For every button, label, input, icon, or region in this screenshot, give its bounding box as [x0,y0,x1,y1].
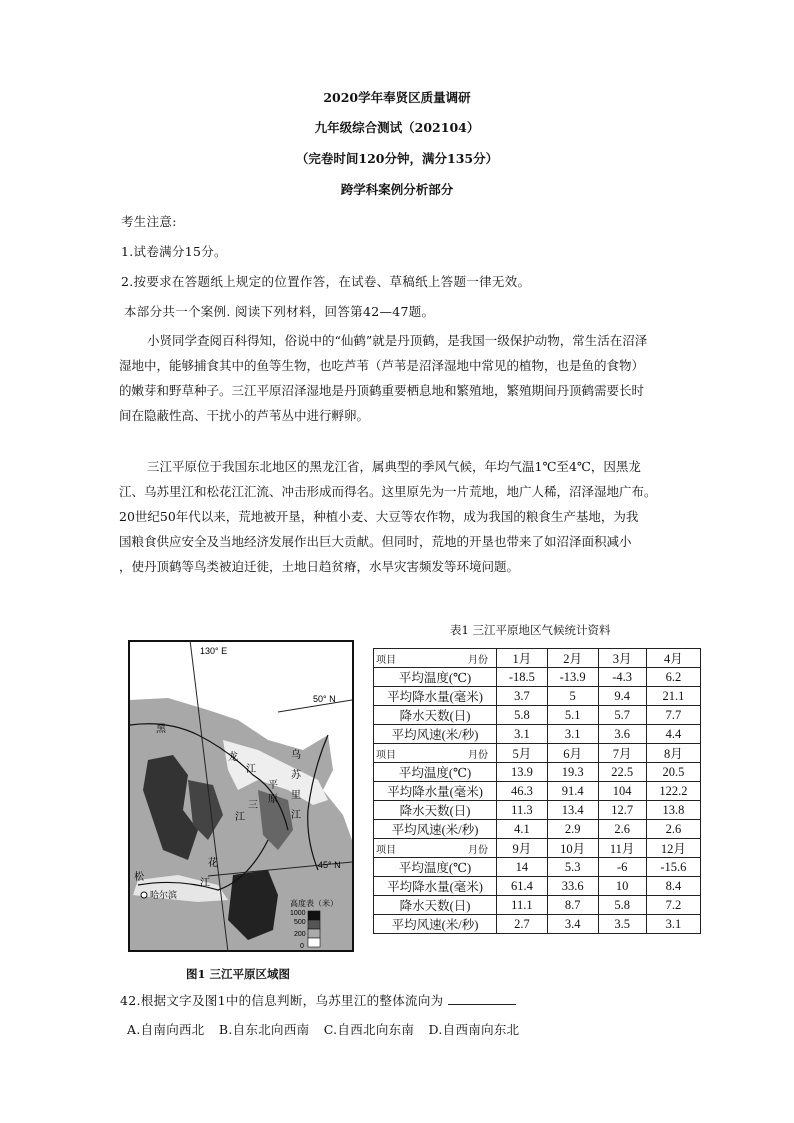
notice-item-2: 2.按要求在答题纸上规定的位置作答，在试卷、草稿纸上答题一律无效。 [121,274,531,289]
table-row [374,858,701,877]
paragraph-line: ，使丹顶鹤等鸟类被迫迁徙，土地日趋贫瘠，水旱灾害频发等环境问题。 [119,559,520,574]
option-c[interactable]: C.自西北向东南 [323,1022,415,1037]
value-cell: -6 [598,858,646,877]
value-cell: 5.1 [547,706,598,725]
value-cell: 21.1 [646,687,700,706]
value-cell: 5.7 [598,706,646,725]
header-corner-cell [374,744,497,763]
paragraph-line: 小贤同学查阅百科得知，俗说中的“仙鹤”就是丹顶鹤，是我国一级保护动物，常生活在沼泽 [147,333,648,348]
value-cell: 4.4 [646,725,700,744]
paragraph-line: 的嫩芽和野草种子。三江平原沼泽湿地是丹顶鹤重要栖息地和繁殖地，繁殖期间丹顶鹤需要长时 [119,383,645,398]
value-cell: 104 [598,782,646,801]
value-cell: 4.1 [497,820,548,839]
question-options [127,1020,529,1038]
value-cell: -13.9 [547,668,598,687]
value-cell: 3.6 [598,725,646,744]
map-label: 松 [134,872,144,883]
row-label-cell: 平均温度(℃) [374,668,497,687]
month-header-cell: 7月 [598,744,646,763]
table-row [374,896,701,915]
table-header-row [374,839,701,858]
table-row [374,725,701,744]
month-header-cell: 5月 [497,744,548,763]
map-label: 江 [235,812,245,823]
map-label: 黑 [156,724,166,735]
section-title: 跨学科案例分析部分 [340,182,454,197]
exam-subtitle: 九年级综合测试（202104） [314,120,480,135]
option-d[interactable]: D.自西南向东北 [428,1022,520,1037]
value-cell: -18.5 [497,668,548,687]
value-cell: 19.3 [547,763,598,782]
row-label-cell: 平均风速(米/秒) [374,820,497,839]
value-cell: 46.3 [497,782,548,801]
month-label: 月份 [468,844,488,856]
table-row [374,877,701,896]
value-cell: 2.7 [497,915,548,934]
value-cell: -15.6 [646,858,700,877]
exam-title: 2020学年奉贤区质量调研 [323,90,471,105]
city-marker-icon [141,892,147,898]
map-label: 花 [208,858,218,869]
value-cell: 5.8 [598,896,646,915]
month-header-cell: 12月 [646,839,700,858]
value-cell: 5 [547,687,598,706]
table-header-row [374,744,701,763]
table-row [374,915,701,934]
table-row [374,782,701,801]
value-cell: 7.7 [646,706,700,725]
value-cell: 3.1 [646,915,700,934]
table-row [374,687,701,706]
paragraph-line: 20世纪50年代以来，荒地被开垦，种植小麦、大豆等农作物，成为我国的粮食生产基地，为我 [119,509,639,524]
latitude-45-label: 45° N [318,860,341,870]
value-cell: 3.1 [547,725,598,744]
map-label: 江 [200,878,210,889]
answer-blank[interactable] [448,992,516,1005]
legend-tick: 1000 [290,910,306,917]
longitude-label: 130° E [200,646,228,656]
table-title: 表1 三江平原地区气候统计资料 [450,623,611,637]
value-cell: 14 [497,858,548,877]
value-cell: 6.2 [646,668,700,687]
item-label: 项目 [376,749,396,761]
legend-tick: 500 [294,919,306,926]
table-row [374,668,701,687]
table-row [374,820,701,839]
value-cell: 11.1 [497,896,548,915]
map-caption: 图1 三江平原区域图 [186,967,291,981]
row-label-cell: 平均降水量(毫米) [374,782,497,801]
month-header-cell: 4月 [646,649,700,668]
table-row [374,801,701,820]
map-label: 苏 [291,770,301,781]
value-cell: 7.2 [646,896,700,915]
legend-tick: 0 [300,943,304,950]
value-cell: 11.3 [497,801,548,820]
row-label-cell: 降水天数(日) [374,801,497,820]
row-label-cell: 平均降水量(毫米) [374,877,497,896]
value-cell: 8.4 [646,877,700,896]
month-header-cell: 6月 [547,744,598,763]
legend-tick: 200 [294,931,306,938]
month-header-cell: 8月 [646,744,700,763]
value-cell: 9.4 [598,687,646,706]
value-cell: -4.3 [598,668,646,687]
map-label: 龙 [228,752,238,763]
sanjiang-plain-map [128,640,354,952]
question-stem: 42.根据文字及图1中的信息判断，乌苏里江的整体流向为 [120,993,444,1008]
row-label-cell: 降水天数(日) [374,706,497,725]
value-cell: 12.7 [598,801,646,820]
row-label-cell: 平均降水量(毫米) [374,687,497,706]
row-label-cell: 平均风速(米/秒) [374,725,497,744]
month-header-cell: 2月 [547,649,598,668]
notice-item-1: 1.试卷满分15分。 [121,244,227,259]
item-label: 项目 [376,654,396,666]
map-label: 里 [291,790,301,801]
month-header-cell: 9月 [497,839,548,858]
month-header-cell: 1月 [497,649,548,668]
value-cell: 3.7 [497,687,548,706]
value-cell: 33.6 [547,877,598,896]
table-row [374,763,701,782]
paragraph-line: 江、乌苏里江和松花江汇流、冲击形成而得名。这里原先为一片荒地，地广人稀，沼泽湿地广布。 [119,484,657,499]
value-cell: 5.3 [547,858,598,877]
row-label-cell: 平均温度(℃) [374,858,497,877]
value-cell: 13.4 [547,801,598,820]
case-intro: 本部分共一个案例. 阅读下列材料，回答第42—47题。 [124,304,435,319]
month-header-cell: 3月 [598,649,646,668]
value-cell: 2.9 [547,820,598,839]
value-cell: 91.4 [547,782,598,801]
value-cell: 122.2 [646,782,700,801]
paragraph-2 [119,454,657,579]
value-cell: 10 [598,877,646,896]
map-label: 江 [291,810,301,821]
option-a[interactable]: A.自南向西北 [127,1022,205,1037]
notice-heading: 考生注意: [121,214,177,229]
map-label: 三 [248,800,258,811]
row-label-cell: 平均风速(米/秒) [374,915,497,934]
row-label-cell: 降水天数(日) [374,896,497,915]
table-header-row [374,649,701,668]
value-cell: 3.5 [598,915,646,934]
map-label: 乌 [291,750,301,761]
row-label-cell: 平均温度(℃) [374,763,497,782]
value-cell: 2.6 [598,820,646,839]
month-label: 月份 [468,654,488,666]
table-row [374,706,701,725]
latitude-50-label: 50° N [313,694,336,704]
city-label: 哈尔滨 [150,891,178,901]
paragraph-line: 三江平原位于我国东北地区的黑龙江省，属典型的季风气候，年均气温1℃至4℃，因黑龙 [147,459,641,474]
value-cell: 20.5 [646,763,700,782]
month-header-cell: 10月 [547,839,598,858]
map-label: 平 [268,780,278,791]
value-cell: 8.7 [547,896,598,915]
exam-time-note: （完卷时间120分钟，满分135分） [295,151,499,166]
value-cell: 3.4 [547,915,598,934]
paragraph-line: 间在隐蔽性高、干扰小的芦苇丛中进行孵卵。 [119,408,370,423]
item-label: 项目 [376,844,396,856]
climate-table [373,648,701,934]
month-header-cell: 11月 [598,839,646,858]
header-corner-cell [374,839,497,858]
value-cell: 5.8 [497,706,548,725]
question-42 [120,991,516,1009]
map-label: 原 [268,794,278,805]
value-cell: 61.4 [497,877,548,896]
value-cell: 13.8 [646,801,700,820]
paragraph-1 [119,328,647,428]
value-cell: 2.6 [646,820,700,839]
header-corner-cell [374,649,497,668]
value-cell: 22.5 [598,763,646,782]
paragraph-line: 国粮食供应安全及当地经济发展作出巨大贡献。但同时，荒地的开垦也带来了如沼泽面积减小 [119,534,632,549]
value-cell: 3.1 [497,725,548,744]
month-label: 月份 [468,749,488,761]
paragraph-line: 湿地中，能够捕食其中的鱼等生物，也吃芦苇（芦苇是沼泽湿地中常见的植物，也是鱼的食物） [119,358,645,373]
legend-title: 高度表（米） [290,899,338,908]
option-b[interactable]: B.自东北向西南 [218,1022,310,1037]
value-cell: 13.9 [497,763,548,782]
map-label: 江 [246,764,256,775]
